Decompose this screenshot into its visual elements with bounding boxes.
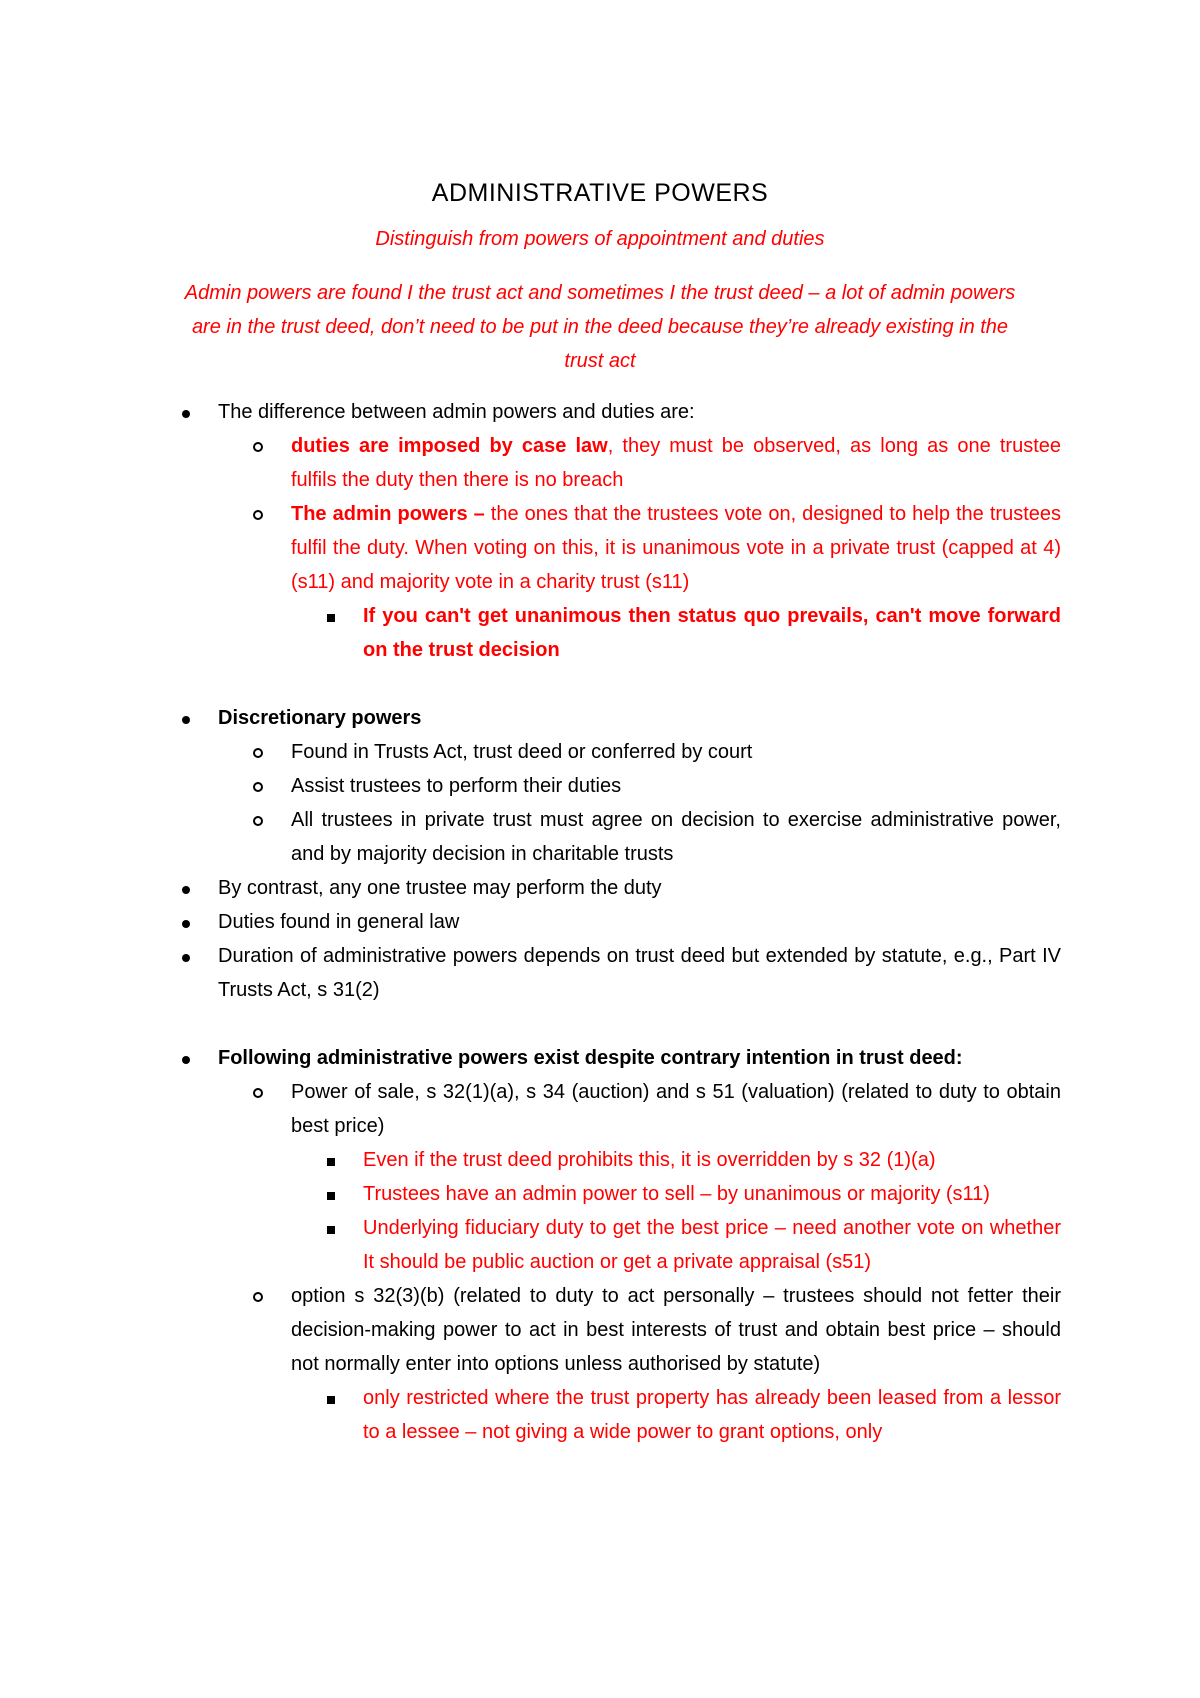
list-item-text: Duration of administrative powers depends on trust deed but extended by statute, e.g., Part IV Trusts Act, s 31(2) <box>218 945 1061 1001</box>
subsubbullet-sale-3 <box>363 1211 1061 1279</box>
subbullet-option <box>291 1279 1061 1381</box>
bullet-circle-icon <box>253 803 263 837</box>
subsubbullet-option-1 <box>363 1381 1061 1449</box>
list-item-text: Assist trustees to perform their duties <box>291 775 622 797</box>
admin-bold-text: The admin powers – <box>291 503 485 525</box>
bullet-dot-icon <box>182 871 190 905</box>
bullet-dot-icon <box>182 1041 190 1075</box>
bullet-square-icon <box>327 1381 335 1415</box>
list-item-text: By contrast, any one trustee may perform the duty <box>218 877 662 899</box>
bullet-square-icon <box>327 1177 335 1211</box>
list-item-text: Trustees have an admin power to sell – by unanimous or majority (s11) <box>363 1183 990 1205</box>
list-item-text: Even if the trust deed prohibits this, it is overridden by s 32 (1)(a) <box>363 1149 936 1171</box>
bullet-square-icon <box>327 599 335 633</box>
list-item-text: Duties found in general law <box>218 911 460 933</box>
bullet-square-icon <box>327 1143 335 1177</box>
page-subtitle: Distinguish from powers of appointment and duties <box>375 228 825 250</box>
list-item-text: All trustees in private trust must agree on decision to exercise administrative power, and by majority decision in charitable trusts <box>291 809 1061 865</box>
page-title: ADMINISTRATIVE POWERS <box>431 179 769 207</box>
list-item-text: Underlying fiduciary duty to get the best price – need another vote on whether It should be public auction or get a private appraisal (s51) <box>363 1217 1061 1273</box>
bullet-contrast <box>218 871 1061 905</box>
subbullet-discretionary-3 <box>291 803 1061 871</box>
bullet-circle-icon <box>253 1075 263 1109</box>
subsubbullet-sale-2 <box>363 1177 1061 1211</box>
bullet-difference <box>218 395 1061 429</box>
bullet-circle-icon <box>253 769 263 803</box>
unanimous-note: If you can't get unanimous then status quo prevails, can't move forward on the trust decision <box>363 605 1061 661</box>
bullet-dot-icon <box>182 939 190 973</box>
duties-bold-text: duties are imposed by case law <box>291 435 608 457</box>
bullet-general-law <box>218 905 1061 939</box>
intro-paragraph: Admin powers are found I the trust act and sometimes I the trust deed – a lot of admin powers are in the trust deed, don’t need to be put in the deed because they’re already existing in the trust act <box>184 282 1016 372</box>
bullet-circle-icon <box>253 497 263 531</box>
subbullet-discretionary-1 <box>291 735 1061 769</box>
subbullet-admin-powers <box>291 497 1061 599</box>
following-heading: Following administrative powers exist despite contrary intention in trust deed: <box>218 1047 963 1069</box>
bullet-circle-icon <box>253 429 263 463</box>
list-item-text: only restricted where the trust property has already been leased from a lessor to a lessee – not giving a wide power to grant options, only <box>363 1387 1061 1443</box>
notes-list <box>0 395 1200 1449</box>
list-item-text: Found in Trusts Act, trust deed or conferred by court <box>291 741 753 763</box>
subbullet-power-of-sale <box>291 1075 1061 1143</box>
bullet-duration <box>218 939 1061 1007</box>
bullet-circle-icon <box>253 1279 263 1313</box>
subsubbullet-sale-1 <box>363 1143 1061 1177</box>
admin-text: the ones that the trustees vote on, designed to help the trustees fulfil the duty. When voting on this, it is unanimous vote in a private trust (capped at 4) (s11) and majority vote in a charity trust (s11) <box>291 503 1061 593</box>
list-item-text: option s 32(3)(b) (related to duty to act personally – trustees should not fetter their decision-making power to act in best interests of trust and obtain best price – should not normally enter into options unless authorised by statute) <box>291 1285 1061 1375</box>
subbullet-discretionary-2 <box>291 769 1061 803</box>
discretionary-heading: Discretionary powers <box>218 707 422 729</box>
duties-text: , they must be observed, as long as one trustee fulfils the duty then there is no breach <box>291 435 1062 491</box>
bullet-dot-icon <box>182 905 190 939</box>
bullet-dot-icon <box>182 395 190 429</box>
bullet-square-icon <box>327 1211 335 1245</box>
subbullet-duties <box>291 429 1061 497</box>
subsubbullet-unanimous <box>363 599 1061 667</box>
bullet-dot-icon <box>182 701 190 735</box>
bullet-discretionary <box>218 701 1061 735</box>
difference-heading: The difference between admin powers and duties are: <box>218 401 695 423</box>
bullet-following <box>218 1041 1061 1075</box>
list-item-text: Power of sale, s 32(1)(a), s 34 (auction) and s 51 (valuation) (related to duty to obtain best price) <box>291 1081 1061 1137</box>
bullet-circle-icon <box>253 735 263 769</box>
